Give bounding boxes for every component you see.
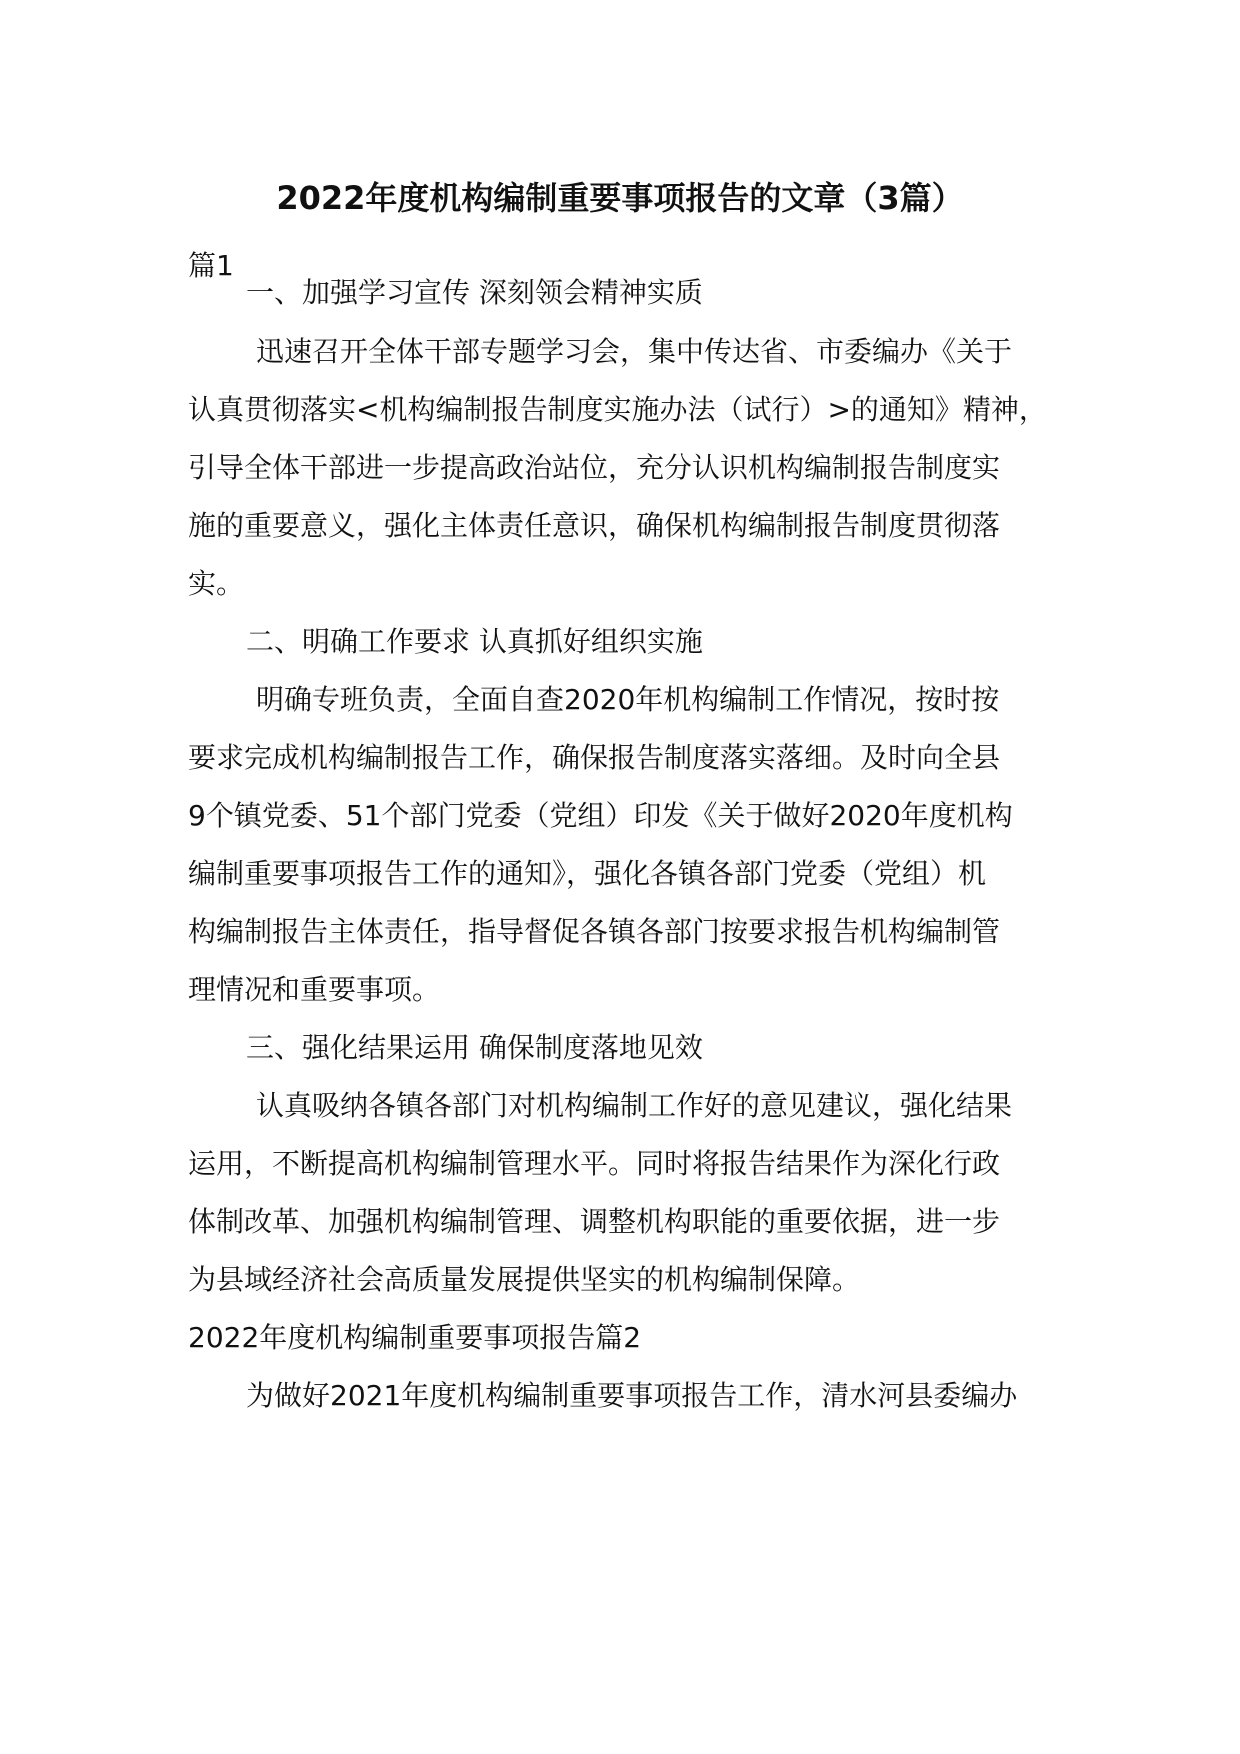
paragraph-line: 体制改革、加强机构编制管理、调整机构职能的重要依据，进一步 (188, 1205, 1001, 1238)
section-heading: 一、加强学习宣传 深刻领会精神实质 (246, 276, 703, 309)
section-heading: 三、强化结果运用 确保制度落地见效 (246, 1031, 703, 1064)
paragraph-line: 为县域经济社会高质量发展提供坚实的机构编制保障。 (188, 1263, 861, 1296)
paragraph-line: 为做好2021年度机构编制重要事项报告工作，清水河县委编办 (246, 1379, 1018, 1412)
paragraph-line: 认真吸纳各镇各部门对机构编制工作好的意见建议，强化结果 (256, 1089, 1013, 1122)
paragraph-line: 引导全体干部进一步提高政治站位，充分认识机构编制报告制度实 (188, 451, 1001, 484)
paragraph-line: 迅速召开全体干部专题学习会，集中传达省、市委编办《关于 (256, 335, 1013, 368)
section-heading: 二、明确工作要求 认真抓好组织实施 (246, 625, 703, 658)
section-label: 2022年度机构编制重要事项报告篇2 (188, 1321, 642, 1354)
paragraph-line: 理情况和重要事项。 (188, 973, 441, 1006)
document-title: 2022年度机构编制重要事项报告的文章（3篇） (276, 179, 964, 217)
paragraph-line: 要求完成机构编制报告工作，确保报告制度落实落细。及时向全县 (188, 741, 1001, 774)
section-label: 篇1 (188, 249, 234, 282)
paragraph-line: 编制重要事项报告工作的通知》，强化各镇各部门党委（党组）机 (188, 857, 987, 890)
paragraph-line: 运用，不断提高机构编制管理水平。同时将报告结果作为深化行政 (188, 1147, 1001, 1180)
paragraph-line: 9个镇党委、51个部门党委（党组）印发《关于做好2020年度机构 (188, 799, 1013, 832)
paragraph-line: 认真贯彻落实<机构编制报告制度实施办法（试行）>的通知》精神， (188, 393, 1047, 426)
paragraph-line: 施的重要意义，强化主体责任意识，确保机构编制报告制度贯彻落 (188, 509, 1001, 542)
paragraph-line: 明确专班负责，全面自查2020年机构编制工作情况，按时按 (256, 683, 1000, 716)
paragraph-line: 实。 (188, 567, 245, 600)
paragraph-line: 构编制报告主体责任，指导督促各镇各部门按要求报告机构编制管 (188, 915, 1001, 948)
